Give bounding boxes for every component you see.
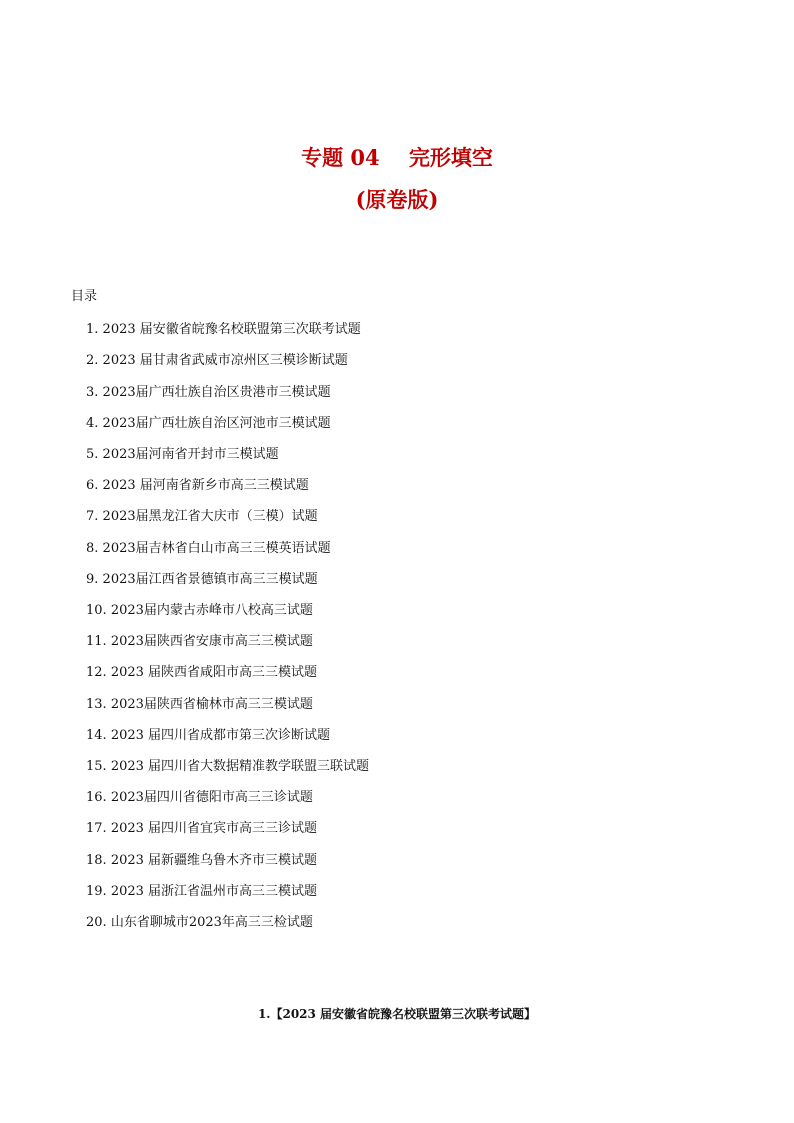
toc-item[interactable] — [86, 635, 313, 648]
toc-item[interactable] — [86, 698, 313, 711]
toc-item-label: 2023届陕西省安康市高三三模试题 — [110, 634, 313, 649]
toc-item-label: 2023届四川省德阳市高三三诊试题 — [110, 790, 313, 805]
toc-item[interactable] — [86, 386, 331, 399]
toc-item-number: 11. — [86, 634, 107, 649]
toc-item-label: 2023 届四川省宜宾市高三三诊试题 — [110, 821, 318, 836]
toc-item-label: 山东省聊城市2023年高三三检试题 — [110, 915, 313, 930]
toc-item[interactable] — [86, 542, 331, 555]
toc-item-number: 2. — [86, 353, 99, 368]
toc-item-number: 19. — [86, 884, 107, 899]
toc-item-number: 13. — [86, 697, 107, 712]
toc-item-number: 8. — [86, 541, 99, 556]
toc-item-label: 2023 届安徽省皖豫名校联盟第三次联考试题 — [102, 322, 361, 337]
toc-item[interactable] — [86, 573, 318, 586]
toc-item-label: 2023届吉林省白山市高三三模英语试题 — [102, 541, 331, 556]
toc-item-number: 12. — [86, 665, 107, 680]
toc-item-number: 10. — [86, 603, 107, 618]
toc-item[interactable] — [86, 354, 348, 367]
toc-item[interactable] — [86, 666, 317, 679]
toc-item-number: 16. — [86, 790, 107, 805]
toc-item[interactable] — [86, 760, 369, 773]
document-subtitle: (原卷版) — [355, 187, 439, 212]
toc-item[interactable] — [86, 822, 317, 835]
toc-item-label: 2023届内蒙古赤峰市八校高三试题 — [110, 603, 313, 618]
toc-item[interactable] — [86, 510, 318, 523]
toc-item[interactable] — [86, 417, 331, 430]
toc-item-number: 20. — [86, 915, 107, 930]
toc-item-label: 2023届江西省景德镇市高三三模试题 — [102, 572, 318, 587]
toc-item[interactable] — [86, 854, 317, 867]
toc-item-label: 2023 届河南省新乡市高三三模试题 — [102, 478, 309, 493]
toc-item-label: 2023 届浙江省温州市高三三模试题 — [110, 884, 318, 899]
toc-item-number: 9. — [86, 572, 99, 587]
toc-item-number: 3. — [86, 385, 99, 400]
toc-item-number: 1. — [86, 322, 99, 337]
toc-item-label: 2023 届陕西省咸阳市高三三模试题 — [110, 665, 318, 680]
toc-item[interactable] — [86, 791, 313, 804]
toc-item[interactable] — [86, 479, 309, 492]
toc-item[interactable] — [86, 729, 330, 742]
toc-item-label: 2023届黑龙江省大庆市（三模）试题 — [102, 509, 318, 524]
toc-item[interactable] — [86, 604, 313, 617]
toc-item-label: 2023届河南省开封市三模试题 — [102, 447, 279, 462]
toc-item[interactable] — [86, 885, 317, 898]
toc-item-number: 4. — [86, 416, 99, 431]
toc-item-label: 2023 届四川省大数据精准教学联盟三联试题 — [110, 759, 370, 774]
toc-item-label: 2023届广西壮族自治区河池市三模试题 — [102, 416, 331, 431]
toc-item[interactable] — [86, 916, 313, 929]
toc-item-label: 2023届陕西省榆林市高三三模试题 — [110, 697, 313, 712]
toc-item-label: 2023 届四川省成都市第三次诊断试题 — [110, 728, 331, 743]
section-heading: 1.【2023 届安徽省皖豫名校联盟第三次联考试题】 — [257, 1007, 537, 1021]
toc-item-label: 2023 届新疆维乌鲁木齐市三模试题 — [110, 853, 318, 868]
document-title: 专题 04 完形填空 — [301, 145, 493, 170]
toc-item-number: 18. — [86, 853, 107, 868]
toc-item-number: 17. — [86, 821, 107, 836]
toc-item[interactable] — [86, 448, 279, 461]
toc-item[interactable] — [86, 323, 361, 336]
toc-item-number: 5. — [86, 447, 99, 462]
toc-heading: 目录 — [71, 289, 98, 304]
toc-item-number: 14. — [86, 728, 107, 743]
toc-item-label: 2023届广西壮族自治区贵港市三模试题 — [102, 385, 331, 400]
toc-item-number: 15. — [86, 759, 107, 774]
toc-item-number: 6. — [86, 478, 99, 493]
toc-item-label: 2023 届甘肃省武威市凉州区三模诊断试题 — [102, 353, 348, 368]
toc-item-number: 7. — [86, 509, 99, 524]
